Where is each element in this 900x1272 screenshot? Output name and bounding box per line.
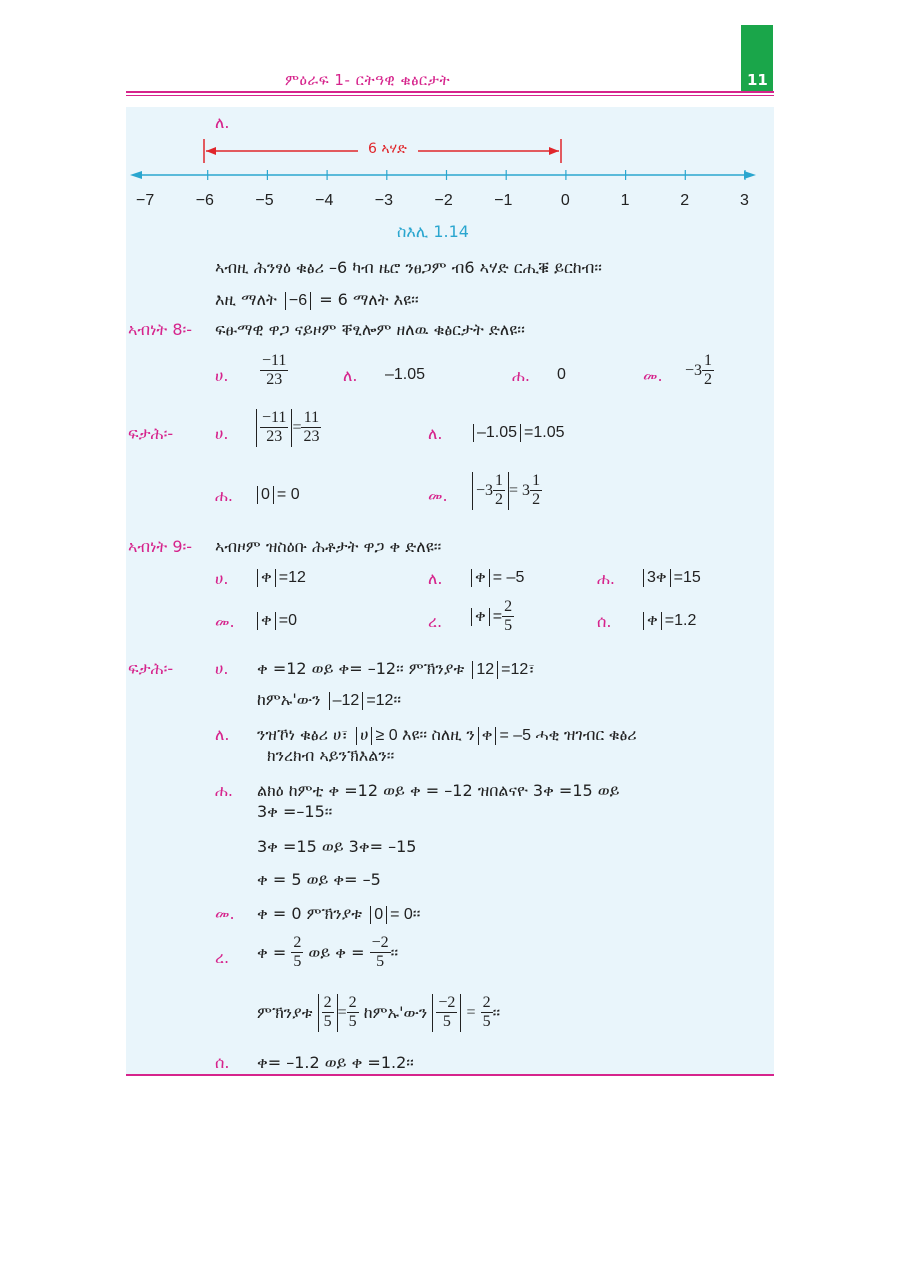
axis-tick-label: −7: [136, 192, 155, 209]
sol9-d-letter: መ.: [215, 904, 235, 923]
ex8-item-b-value: –1.05: [385, 366, 426, 383]
axis-tick-label: −2: [434, 192, 453, 209]
axis-tick-label: −1: [494, 192, 513, 209]
ex9-b-expr: ቀ = –5: [468, 569, 524, 587]
span-label: 6 ኣሃድ: [368, 141, 407, 157]
ex8-item-a-letter: ሀ.: [215, 366, 229, 385]
mixed-whole: −3: [685, 361, 703, 379]
sol8-b-letter: ለ.: [428, 424, 443, 443]
axis-tick-label: 2: [680, 192, 690, 209]
axis-tick-label: 0: [560, 192, 570, 209]
page-number: 11: [747, 71, 768, 89]
axis-arrow-right: [744, 171, 756, 179]
sol8-b-expr: –1.05 =1.05: [470, 424, 565, 442]
sol8-c-expr: 0 = 0: [254, 486, 300, 504]
abs-bar: [285, 292, 286, 310]
ex9-f-letter: ሰ.: [597, 612, 612, 631]
sol9-c-line-3: 3ቀ =15 ወይ 3ቀ= –15: [257, 837, 417, 856]
ex9-d-expr: ቀ =0: [254, 612, 297, 630]
ex9-c-expr: 3ቀ =15: [640, 569, 701, 587]
abs-box: −3 $\frac{1}{2}$: [472, 472, 509, 510]
sol9-b-letter: ለ.: [215, 725, 230, 744]
ex9-e-expr: ቀ = $\frac{2}{5}$: [468, 598, 514, 636]
header-rule-2: [126, 95, 774, 96]
sol9-c-line-4: ቀ = 5 ወይ ቀ= –5: [257, 870, 381, 889]
axis-tick-label: 3: [740, 192, 749, 209]
content-panel: [126, 107, 774, 1074]
explain-abs-value: −6: [288, 292, 308, 309]
sol8-a-letter: ሀ.: [215, 424, 229, 443]
sol9-c-line-1: ልክዕ ከምቲ ቀ =12 ወይ ቀ = –12 ዝበልናዮ 3ቀ =15 ወይ: [257, 781, 620, 800]
span-arrow-left: [206, 147, 216, 155]
sol8-d-expr: −3 $\frac{1}{2}$ = 3 $\frac{1}{2}$: [472, 472, 542, 510]
example-9-label: ኣብነት 9፡-: [128, 537, 193, 556]
sol9-c-letter: ሐ.: [215, 781, 233, 800]
sol9-e-line-2: ምኽንያቱ $\frac{2}{5}$ = $\frac{2}{5}$ ከምኡ'ውን $\frac{-2}{5}$ = $\frac{2}{5}$ ፡፡: [257, 994, 501, 1031]
sol9-f-letter: ሰ.: [215, 1053, 230, 1072]
ex9-a-expr: ቀ =12: [254, 569, 306, 587]
axis-arrow-left: [130, 171, 142, 179]
axis-tick-label: −3: [374, 192, 394, 209]
axis-tick-label: 1: [620, 192, 630, 209]
chapter-title: ምዕራፍ 1- ርትዓዊ ቁፅርታት: [285, 71, 451, 89]
sol9-b-line-2: ክንረክብ ኣይንኽእልን፡፡: [267, 746, 395, 765]
ex8-item-a-value: [260, 352, 288, 390]
ex8-item-c-value: 0: [557, 366, 566, 383]
axis-tick-label: −5: [255, 192, 274, 209]
explain-line-2: [215, 290, 419, 310]
ex9-e-letter: ረ.: [428, 612, 443, 631]
ex9-a-letter: ሀ.: [215, 569, 229, 588]
sol9-a-letter: ሀ.: [215, 659, 229, 678]
example-8-label: ኣብነት 8፡-: [128, 320, 193, 339]
sol8-c-letter: ሐ.: [215, 486, 233, 505]
sol9-f-line: ቀ= –1.2 ወይ ቀ =1.2፡፡: [257, 1053, 414, 1072]
figure-caption: ስእሊ 1.14: [397, 222, 469, 241]
axis-tick-label: −6: [195, 192, 214, 209]
abs-bar: [310, 292, 311, 310]
abs-box: $\frac{-11}{23}$: [256, 409, 292, 447]
solution-9-label: ፍታሕ፡-: [128, 659, 174, 678]
example-9-question: ኣብዞም ዝስዕቡ ሕቶታት ዋጋ ቀ ድለዩ፡፡: [215, 537, 442, 556]
sol9-a-line-2: ከምኡ'ውን –12 =12፡፡: [257, 690, 402, 709]
header-rule: [126, 91, 774, 93]
fraction: $\frac{1}{2}$: [704, 352, 713, 389]
ex9-b-letter: ለ.: [428, 569, 443, 588]
sol8-a-expr: $\frac{-11}{23}$ = $\frac{11}{23}$: [256, 409, 321, 447]
span-arrow-right: [549, 147, 559, 155]
sol9-c-line-2: 3ቀ =–15፡፡: [257, 802, 333, 821]
ex8-item-d-letter: መ.: [643, 366, 663, 385]
explain-line-2-post: = 6 ማለት እዩ፡፡: [319, 290, 419, 309]
solution-8-label: ፍታሕ፡-: [128, 424, 174, 443]
explain-line-2-pre: እዚ ማለት: [215, 290, 277, 309]
axis-tick-label: −4: [315, 192, 334, 209]
sol8-d-letter: መ.: [428, 486, 448, 505]
ex8-item-b-letter: ለ.: [343, 366, 358, 385]
example-8-question: ፍፁማዊ ዋጋ ናይዞም ቐፂሎም ዘለዉ ቁፅርታት ድለዩ፡፡: [215, 320, 525, 339]
ex9-f-expr: ቀ =1.2: [640, 612, 696, 630]
ex8-item-d-value: [685, 352, 714, 390]
sol9-b-line-1: ንዝኾነ ቁፅሪ ሀ፣ ሀ ≥ 0 እዩ፡፡ ስለዚ ን ቀ = –5 ሓቂ ዝገብር ቁፅሪ: [257, 725, 637, 744]
sol9-d-line: ቀ = 0 ምኽንያቱ 0 = 0፡፡: [257, 904, 421, 923]
ex8-item-c-letter: ሐ.: [512, 366, 530, 385]
figure-part-label: ለ.: [215, 113, 230, 132]
sol9-e-line-1: ቀ = $\frac{2}{5}$ ወይ ቀ = $\frac{-2}{5}$ ፡፡: [257, 934, 399, 971]
footer-rule: [126, 1074, 774, 1076]
sol9-e-letter: ረ.: [215, 948, 230, 967]
ex9-d-letter: መ.: [215, 612, 235, 631]
ex9-c-letter: ሐ.: [597, 569, 615, 588]
fraction: $\frac{-11}{23}$: [262, 352, 287, 389]
sol9-a-line-1: ቀ =12 ወይ ቀ= –12፡፡ ምኽንያቱ 12 =12፣: [257, 659, 535, 678]
explain-line-1: ኣብዚ ሕንፃዕ ቁፅሪ –6 ካብ ዜሮ ንፀጋም ብ6 ኣሃድ ርሒቑ ይርከብ፡፡: [215, 258, 602, 277]
